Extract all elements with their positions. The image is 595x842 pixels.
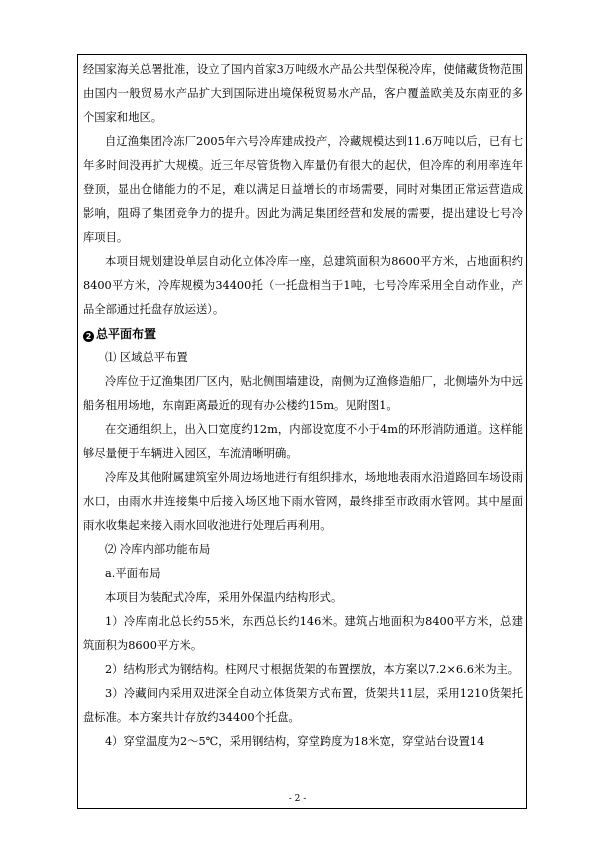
- subheading-1: ⑴ 区域总平布置: [105, 351, 188, 364]
- paragraph-8: 1）冷库南北总长约55米，东西总长约146米。建筑占地面积为8400平方米，总建筑面积为8600平方米。: [83, 615, 523, 652]
- subheading-2: ⑵ 冷库内部功能布局: [105, 543, 211, 556]
- paragraph-10: 3）冷藏间内采用双进深全自动立体货架方式布置，货架共11层，采用1210货架托盘标准。本方案共计存放约34400个托盘。: [83, 687, 523, 724]
- paragraph-11: 4）穿堂温度为2～5℃，采用钢结构，穿堂跨度为18米宽，穿堂站台设置14: [105, 735, 485, 748]
- page-number: - 2 -: [288, 794, 307, 804]
- section-heading: [83, 322, 523, 346]
- paragraph-3: 本项目规划建设单层自动化立体冷库一座，总建筑面积为8600平方米，占地面积约8400平方米，冷库规模为34400托（一托盘相当于1吨，七号冷库采用全自动作业，产品全部通过托盘存放运送）。: [83, 255, 523, 316]
- paragraph-6: 冷库及其他附属建筑室外周边场地进行有组织排水，场地地表雨水沿道路回车场设雨水口，由雨水井连接集中后接入场区地下雨水管网，最终排至市政雨水管网。其中屋面雨水收集起来接入雨水回收池进行处理后再利用。: [83, 471, 523, 532]
- paragraph-5: 在交通组织上，出入口宽度约12m，内部设宽度不小于4m的环形消防通道。这样能够尽量便于车辆进入园区，车流清晰明确。: [83, 423, 523, 460]
- paragraph-2: 自辽渔集团冷冻厂2005年六号冷库建成投产，冷藏规模达到11.6万吨以后，已有七年多时间没再扩大规模。近三年尽管货物入库量仍有很大的起伏，但冷库的利用率连年登顶，显出仓储能力的不足，难以满足日益增长的市场需要，同时对集团正常运营造成影响，阻碍了集团竞争力的提升。因此为满足集团经营和发展的需要，提出建设七号冷库项目。: [83, 135, 523, 244]
- paragraph-7: 本项目为装配式冷库，采用外保温内结构形式。: [105, 591, 343, 604]
- page-content: [83, 58, 523, 754]
- numbered-bullet-icon: 2: [83, 331, 94, 342]
- section-title: 总平面布置: [96, 327, 157, 341]
- paragraph-4: 冷库位于辽渔集团厂区内，贴北侧围墙建设，南侧为辽渔修造船厂，北侧墙外为中远船务租用场地，东南距离最近的现有办公楼约15m。见附图1。: [83, 375, 523, 412]
- paragraph-1: 经国家海关总署批准，设立了国内首家3万吨级水产品公共型保税冷库，使储藏货物范围由国内一般贸易水产品扩大到国际进出境保税贸易水产品，客户覆盖欧美及东南亚的多个国家和地区。: [83, 63, 523, 124]
- subheading-2a: a.平面布局: [105, 567, 161, 580]
- paragraph-9: 2）结构形式为钢结构。柱网尺寸根据货架的布置摆放，本方案以7.2×6.6米为主。: [105, 663, 520, 676]
